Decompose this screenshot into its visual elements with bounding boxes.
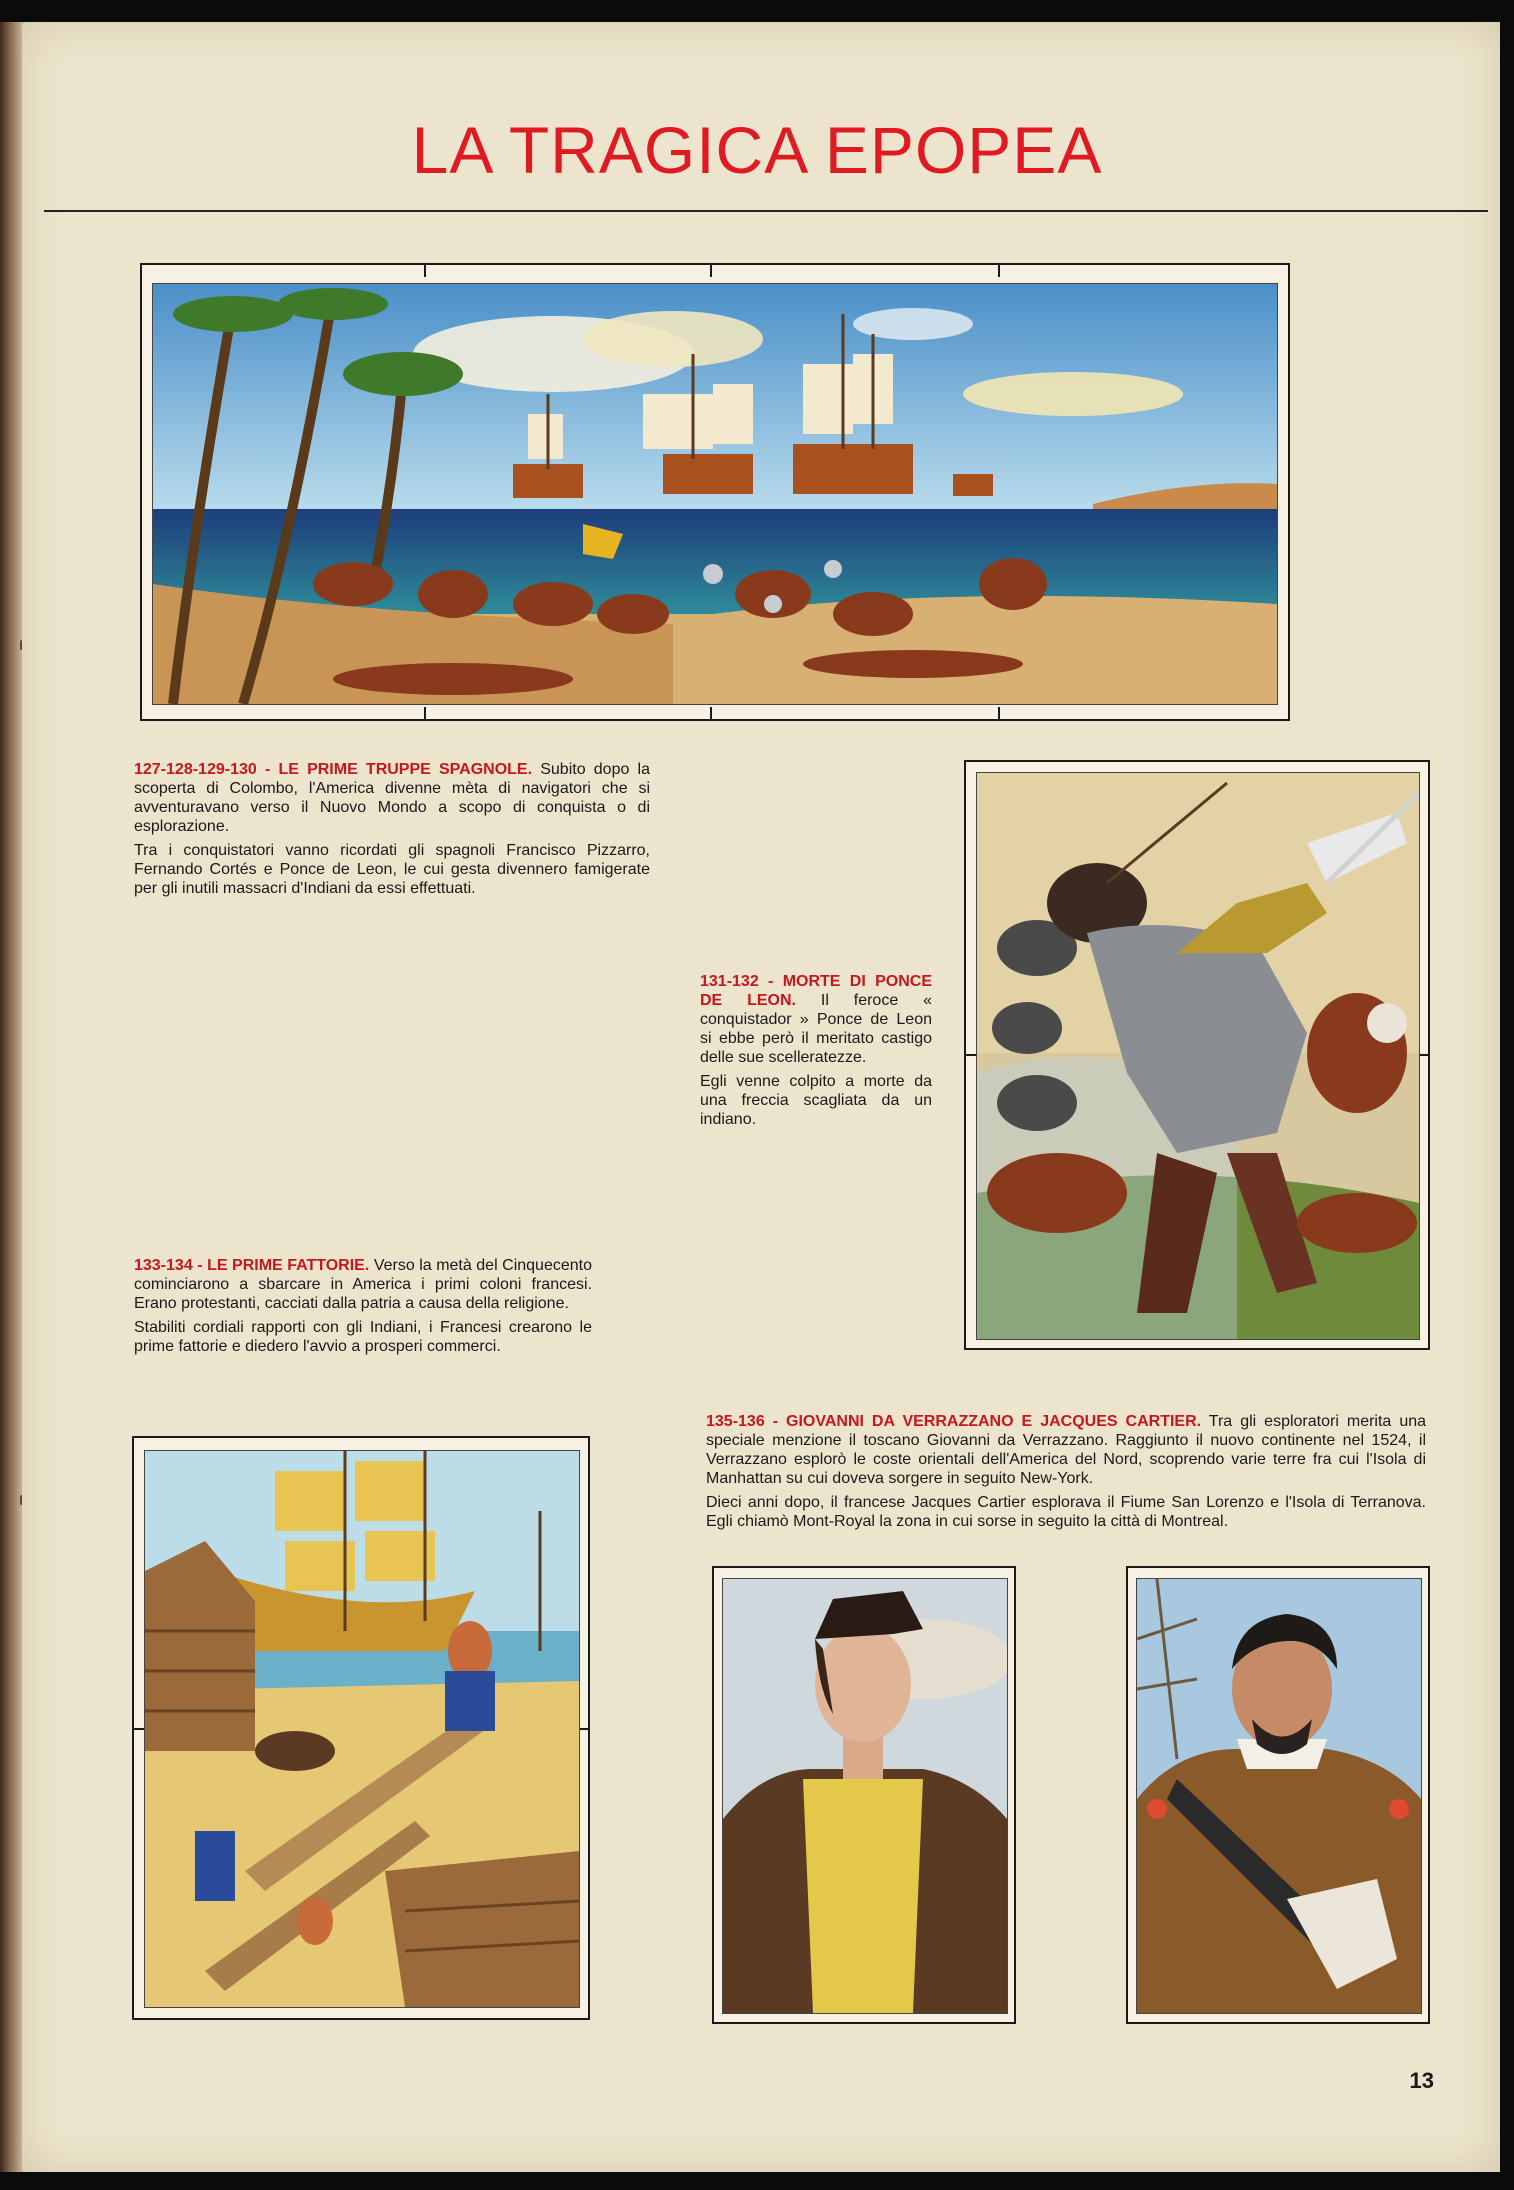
caption-truppe xyxy=(134,760,650,903)
illustration-first-settlements xyxy=(144,1450,580,2008)
caption-text: Tra i conquistatori vanno ricordati gli spagnoli Francisco Pizzarro, Fernando Cortés e Ponce de Leon, le cui gesta divennero famigerate per gli inutili massacri d'Indiani da essi effettuati. xyxy=(134,842,650,897)
caption-text: Verso la metà del Cinquecento cominciarono a sbarcare in America i primi coloni francesi. Erano protestanti, cacciati dalla patria a causa della religione. xyxy=(134,1257,592,1312)
caption-text: Egli venne colpito a morte da una freccia scagliata da un indiano. xyxy=(700,1073,932,1128)
title-rule xyxy=(44,210,1488,212)
caption-text: Dieci anni dopo, il francese Jacques Cartier esplorava il Fiume San Lorenzo e l'Isola di Terranova. Egli chiamò Mont-Royal la zona in cui sorse in seguito la città di Montreal. xyxy=(706,1494,1426,1530)
sticker-frame-131-132 xyxy=(964,760,1430,1350)
page-number: 13 xyxy=(1409,2068,1434,2093)
caption-verrazzano xyxy=(706,1412,1426,1536)
sticker-frame-133-134 xyxy=(132,1436,590,2020)
caption-text: Subito dopo la scoperta di Colombo, l'America divenne mèta di navigatori che si avventuravano verso il Nuovo Mondo a scopo di conquista o di esplorazione. xyxy=(134,761,650,835)
caption-ponce xyxy=(700,972,932,1134)
caption-fattorie xyxy=(134,1256,592,1361)
caption-heading: 133-134 - LE PRIME FATTORIE. xyxy=(134,1257,370,1274)
sticker-frame-127-130 xyxy=(140,263,1290,721)
caption-text: Stabiliti cordiali rapporti con gli Indiani, i Francesi crearono le prime fattorie e diedero l'avvio a prosperi commerci. xyxy=(134,1319,592,1355)
page-title: LA TRAGICA EPOPEA xyxy=(411,113,1103,187)
illustration-spanish-landing xyxy=(152,283,1278,705)
illustration-cartier-portrait xyxy=(1136,1578,1422,2014)
illustration-ponce-de-leon xyxy=(976,772,1420,1340)
caption-text: Tra gli esploratori merita una speciale menzione il toscano Giovanni da Verrazzano. Raggiunto il nuovo continente nel 1524, il Verrazzano esplorò le coste orientali dell'America del Nord, scoprendo varie terre fra cui l'Isola di Manhattan su cui doveva sorgere in seguito New-York. xyxy=(706,1413,1427,1487)
illustration-verrazzano-portrait xyxy=(722,1578,1008,2014)
caption-heading: 127-128-129-130 - LE PRIME TRUPPE SPAGNOLE. xyxy=(134,761,533,778)
sticker-frame-136 xyxy=(1126,1566,1430,2024)
caption-heading: 131-132 - MORTE DI PONCE DE LEON. xyxy=(700,973,932,1009)
caption-text: Il feroce « conquistador » Ponce de Leon si ebbe però il meritato castigo delle sue scelleratezze. xyxy=(700,992,932,1066)
sticker-frame-135 xyxy=(712,1566,1016,2024)
caption-heading: 135-136 - GIOVANNI DA VERRAZZANO E JACQUES CARTIER. xyxy=(706,1413,1202,1430)
